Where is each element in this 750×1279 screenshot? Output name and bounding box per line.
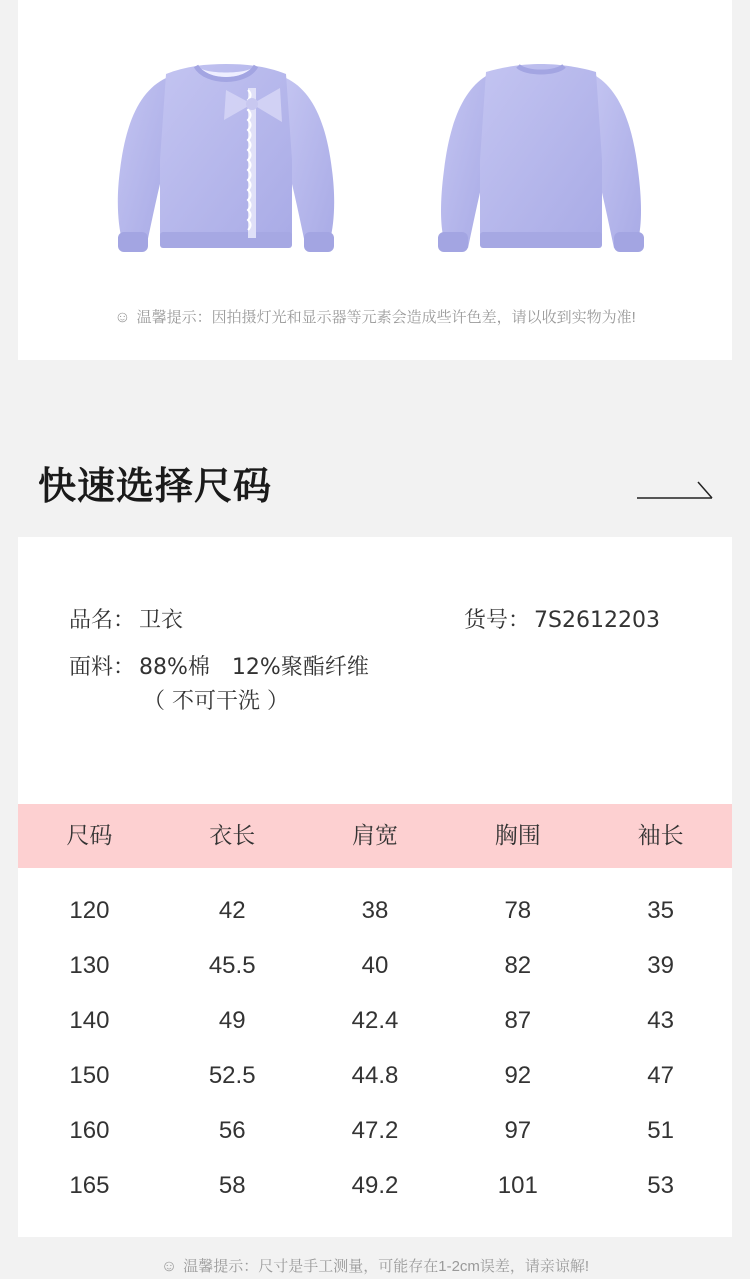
size-measure-tip [0,1255,750,1276]
sweatshirt-back-image [426,60,656,260]
cell-sleeve: 53 [647,1172,674,1199]
cell-length: 52.5 [208,1062,256,1089]
cell-chest: 82 [504,952,532,979]
photo-tip-text: 温馨提示：因拍摄灯光和显示器等元素会造成些许色差，请以收到实物为准! [136,309,636,326]
header-length: 衣长 [209,823,256,849]
table-row [18,1103,732,1158]
sweatshirt-front-image [96,60,356,260]
cell-length: 45.5 [208,952,256,979]
arrow-right-icon[interactable] [636,478,716,502]
smile-icon: ☺ [160,1258,178,1275]
cell-size: 160 [69,1117,110,1144]
product-fabric-label: 面料： [69,655,136,680]
cell-length: 42 [218,897,246,924]
product-name-label: 品名： [69,608,136,633]
cell-shoulder: 47.2 [351,1117,399,1144]
cell-shoulder: 40 [361,952,389,979]
cell-size: 140 [69,1007,110,1034]
product-sku [464,603,660,634]
cell-shoulder: 42.4 [351,1007,399,1034]
cell-chest: 92 [504,1062,532,1089]
product-sku-value: 7S2612203 [534,608,660,633]
cell-size: 165 [69,1172,110,1199]
cell-length: 56 [218,1117,246,1144]
cell-chest: 78 [504,897,532,924]
table-row [18,883,732,938]
table-row [18,1048,732,1103]
cell-chest: 101 [497,1172,538,1199]
header-chest: 胸围 [494,823,541,849]
size-info-card [18,537,732,1237]
size-tip-text: 温馨提示：尺寸是手工测量，可能存在1-2cm误差，请亲谅解! [183,1258,590,1275]
cell-length: 49 [218,1007,246,1034]
cell-sleeve: 47 [647,1062,674,1089]
photo-color-tip [18,306,732,327]
product-fabric [69,650,369,681]
wash-note: （ 不可干洗 ） [143,689,289,714]
size-section-title: 快速选择尺码 [38,464,273,508]
cell-shoulder: 44.8 [351,1062,399,1089]
product-image-card [18,0,732,360]
product-sku-label: 货号： [464,608,531,633]
cell-sleeve: 35 [647,897,674,924]
cell-size: 130 [69,952,110,979]
table-row [18,1158,732,1213]
cell-shoulder: 49.2 [351,1172,399,1199]
cell-size: 120 [69,897,110,924]
smile-icon: ☺ [114,309,131,326]
header-shoulder: 肩宽 [351,823,398,849]
size-table-body [18,883,732,1213]
cell-sleeve: 43 [647,1007,674,1034]
cell-sleeve: 39 [647,952,674,979]
product-name [69,603,183,634]
table-row [18,993,732,1048]
cell-size: 150 [69,1062,110,1089]
size-table-header [18,804,732,868]
header-size: 尺码 [66,823,113,849]
cell-chest: 97 [504,1117,532,1144]
product-name-value: 卫衣 [139,608,184,633]
header-sleeve: 袖长 [637,823,684,849]
table-row [18,938,732,993]
cell-length: 58 [218,1172,246,1199]
cell-chest: 87 [504,1007,532,1034]
cell-shoulder: 38 [361,897,389,924]
product-fabric-value: 88%棉 12%聚酯纤维 [139,655,369,680]
cell-sleeve: 51 [647,1117,674,1144]
